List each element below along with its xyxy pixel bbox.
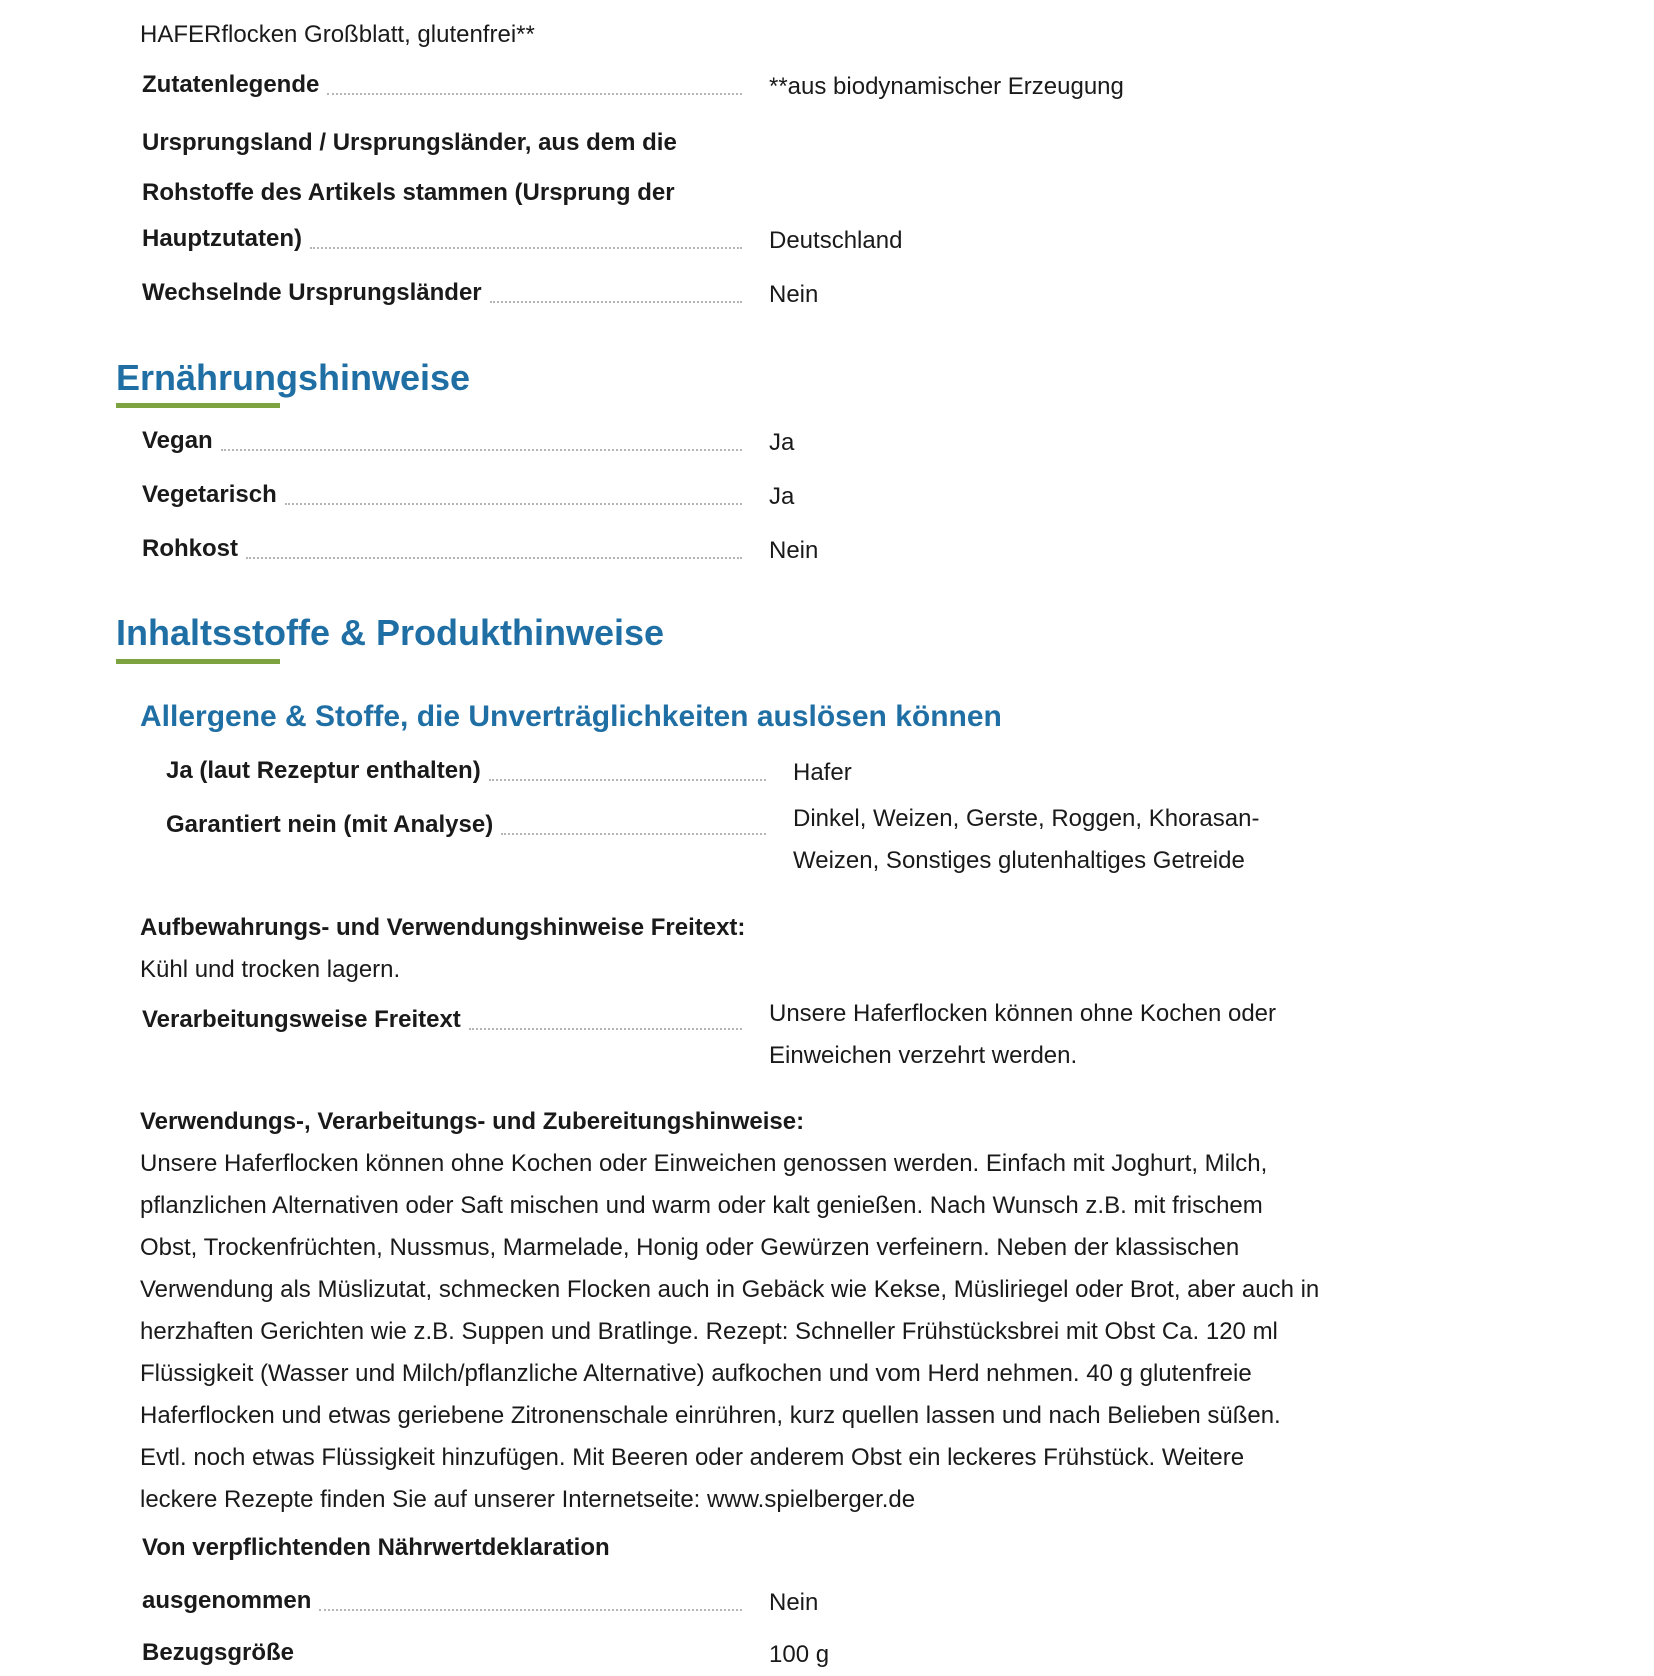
value-zutatenlegende: **aus biodynamischer Erzeugung <box>769 73 1124 100</box>
row-rohkost <box>142 528 742 570</box>
label-ursprungsland-line3: Hauptzutaten) <box>142 225 302 252</box>
subheading-allergene: Allergene & Stoffe, die Unverträglichkeiten auslösen können <box>140 700 1002 733</box>
paragraph-line: pflanzlichen Alternativen oder Saft mischen und warm oder kalt genießen. Nach Wunsch z.B. mit frischem <box>140 1192 1263 1219</box>
value-bezugsgroesse: 100 g <box>769 1641 830 1668</box>
dot-leader <box>246 557 742 559</box>
dot-leader <box>310 247 742 249</box>
heading-underline <box>116 659 280 664</box>
label-verwendungshinweise: Verwendungs-, Verarbeitungs- und Zubereitungshinweise: <box>140 1108 805 1135</box>
value-wechselnde-ursprungslaender: Nein <box>769 281 819 308</box>
value-rohkost: Nein <box>769 537 819 564</box>
paragraph-verwendungshinweise <box>140 1143 1319 1521</box>
label-allergen-ja: Ja (laut Rezeptur enthalten) <box>166 757 481 784</box>
row-allergen-garantiert-nein <box>166 804 766 846</box>
dot-leader <box>489 779 766 781</box>
dot-leader <box>327 93 742 95</box>
row-allergen-ja <box>166 750 766 792</box>
row-vegetarisch <box>142 474 742 516</box>
row-vegan <box>142 420 742 462</box>
label-rohkost: Rohkost <box>142 535 238 562</box>
paragraph-line: Unsere Haferflocken können ohne Kochen oder Einweichen genossen werden. Einfach mit Joghurt, Milch, <box>140 1150 1268 1177</box>
dot-leader <box>469 1028 742 1030</box>
label-wechselnde-ursprungslaender: Wechselnde Ursprungsländer <box>142 279 482 306</box>
dot-leader <box>319 1609 742 1611</box>
value-verarbeitungsweise-line2: Einweichen verzehrt werden. <box>769 1042 1078 1069</box>
paragraph-line: leckere Rezepte finden Sie auf unserer Internetseite: www.spielberger.de <box>140 1486 916 1513</box>
row-zutatenlegende <box>142 64 742 106</box>
paragraph-line: Verwendung als Müslizutat, schmecken Flocken auch in Gebäck wie Kekse, Müsliriegel oder Brot, aber auch in <box>140 1276 1320 1303</box>
dot-leader <box>285 503 742 505</box>
value-vegetarisch: Ja <box>769 483 795 510</box>
label-ursprungsland-line2: Rohstoffe des Artikels stammen (Ursprung der <box>142 179 675 206</box>
row-naehrwert <box>142 1580 742 1622</box>
value-allergen-garantiert-nein-line2: Weizen, Sonstiges glutenhaltiges Getreide <box>793 847 1245 874</box>
label-allergen-garantiert-nein: Garantiert nein (mit Analyse) <box>166 811 494 838</box>
row-verarbeitungsweise <box>142 999 742 1041</box>
dot-leader <box>221 449 742 451</box>
paragraph-line: Obst, Trockenfrüchten, Nussmus, Marmelade, Honig oder Gewürzen verfeinern. Neben der klassischen <box>140 1234 1240 1261</box>
label-ursprungsland-line1: Ursprungsland / Ursprungsländer, aus dem die <box>142 129 677 156</box>
label-vegetarisch: Vegetarisch <box>142 481 277 508</box>
label-vegan: Vegan <box>142 427 213 454</box>
ingredient-line: HAFERflocken Großblatt, glutenfrei** <box>140 21 535 48</box>
label-naehrwert-line1: Von verpflichtenden Nährwertdeklaration <box>142 1534 610 1561</box>
paragraph-line: herzhaften Gerichten wie z.B. Suppen und Bratlinge. Rezept: Schneller Frühstücksbrei mit Obst Ca. 120 ml <box>140 1318 1278 1345</box>
value-allergen-ja: Hafer <box>793 759 852 786</box>
paragraph-line: Haferflocken und etwas geriebene Zitronenschale einrühren, kurz quellen lassen und nach Belieben süßen. <box>140 1402 1281 1429</box>
section-heading-inhaltsstoffe: Inhaltsstoffe & Produkthinweise <box>116 612 665 653</box>
value-allergen-garantiert-nein-line1: Dinkel, Weizen, Gerste, Roggen, Khorasan- <box>793 805 1260 832</box>
dot-leader <box>501 833 766 835</box>
label-aufbewahrung: Aufbewahrungs- und Verwendungshinweise Freitext: <box>140 914 746 941</box>
text-aufbewahrung: Kühl und trocken lagern. <box>140 956 401 983</box>
paragraph-line: Evtl. noch etwas Flüssigkeit hinzufügen. Mit Beeren oder anderem Obst ein leckeres Frühstück. Weitere <box>140 1444 1245 1471</box>
value-vegan: Ja <box>769 429 795 456</box>
value-ursprungsland: Deutschland <box>769 227 903 254</box>
value-verarbeitungsweise-line1: Unsere Haferflocken können ohne Kochen oder <box>769 1000 1276 1027</box>
paragraph-line: Flüssigkeit (Wasser und Milch/pflanzliche Alternative) aufkochen und vom Herd nehmen. 40 g glutenfreie <box>140 1360 1252 1387</box>
dot-leader <box>490 301 742 303</box>
row-wechselnde-ursprungslaender <box>142 272 742 314</box>
label-verarbeitungsweise: Verarbeitungsweise Freitext <box>142 1006 461 1033</box>
label-naehrwert-line2: ausgenommen <box>142 1587 312 1614</box>
heading-underline <box>116 403 280 408</box>
value-naehrwert: Nein <box>769 1589 819 1616</box>
label-zutatenlegende: Zutatenlegende <box>142 71 320 98</box>
section-heading-ernaehrung: Ernährungshinweise <box>116 357 471 398</box>
label-bezugsgroesse: Bezugsgröße <box>142 1639 295 1666</box>
row-ursprungsland <box>142 218 742 260</box>
